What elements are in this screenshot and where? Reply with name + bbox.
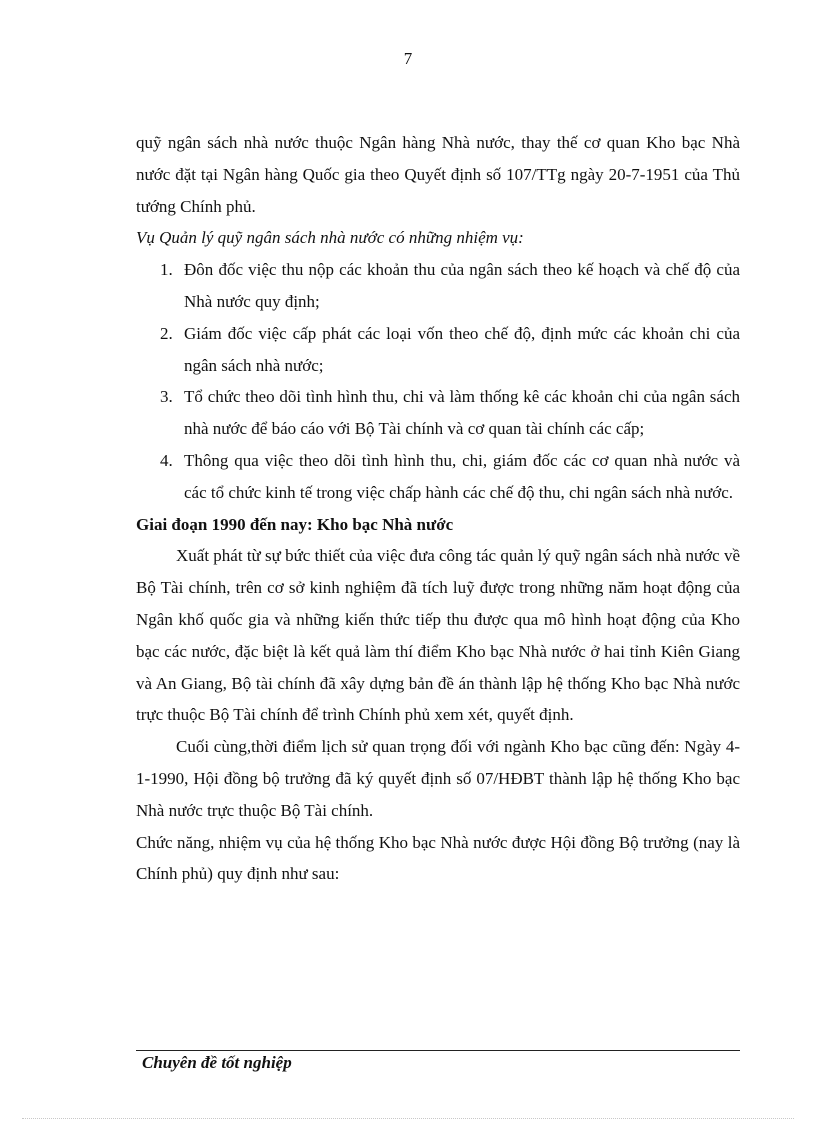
footer-title: Chuyên đề tốt nghiệp [142,1053,292,1072]
list-item: 4. Thông qua việc theo dõi tình hình thu, chi, giám đốc các cơ quan nhà nước và các tổ chức kinh tế trong việc chấp hành các chế độ thu, chi ngân sách nhà nước. [160,450,740,502]
page-number: 7 [403,49,413,68]
tasks-list [136,254,740,508]
paragraph-continuation: quỹ ngân sách nhà nước thuộc Ngân hàng Nhà nước, thay thế cơ quan Kho bạc Nhà nước đặt tại Ngân hàng Quốc gia theo Quyết định số 107/TTg ngày 20-7-1951 của Thủ tướng Chính phủ. [136,133,740,216]
paragraph: Xuất phát từ sự bức thiết của việc đưa công tác quản lý quỹ ngân sách nhà nước về Bộ Tài chính, trên cơ sở kinh nghiệm đã tích luỹ được trong những năm hoạt động của Ngân khố quốc gia và những kiến thức tiếp thu được qua mô hình hoạt động của Kho bạc các nước, đặc biệt là kết quả làm thí điểm Kho bạc Nhà nước ở hai tỉnh Kiên Giang và An Giang, Bộ tài chính đã xây dựng bản đề án thành lập hệ thống Kho bạc Nhà nước trực thuộc Bộ Tài chính để trình Chính phủ xem xét, quyết định. [136,546,740,725]
paragraph: Cuối cùng,thời điểm lịch sử quan trọng đối với ngành Kho bạc cũng đến: Ngày 4-1-1990, Hội đồng bộ trưởng đã ký quyết định số 07/HĐBT thành lập hệ thống Kho bạc Nhà nước trực thuộc Bộ Tài chính. [136,737,740,820]
tasks-intro: Vụ Quản lý quỹ ngân sách nhà nước có những nhiệm vụ: [136,228,524,248]
section-heading: Giai đoạn 1990 đến nay: Kho bạc Nhà nước [136,514,454,534]
footer-divider [136,1050,740,1051]
list-item: 3. Tổ chức theo dõi tình hình thu, chi và làm thống kê các khoản chi của ngân sách nhà nước để báo cáo với Bộ Tài chính và cơ quan tài chính các cấp; [160,387,740,439]
list-item: 1. Đôn đốc việc thu nộp các khoản thu của ngân sách theo kế hoạch và chế độ của Nhà nước quy định; [160,260,740,311]
document-body [136,127,740,890]
page-edge-divider [22,1118,794,1119]
list-item: 2. Giám đốc việc cấp phát các loại vốn theo chế độ, định mức các khoản chi của ngân sách nhà nước; [160,323,740,375]
paragraph: Chức năng, nhiệm vụ của hệ thống Kho bạc Nhà nước được Hội đồng Bộ trưởng (nay là Chính phủ) quy định như sau: [136,832,740,884]
